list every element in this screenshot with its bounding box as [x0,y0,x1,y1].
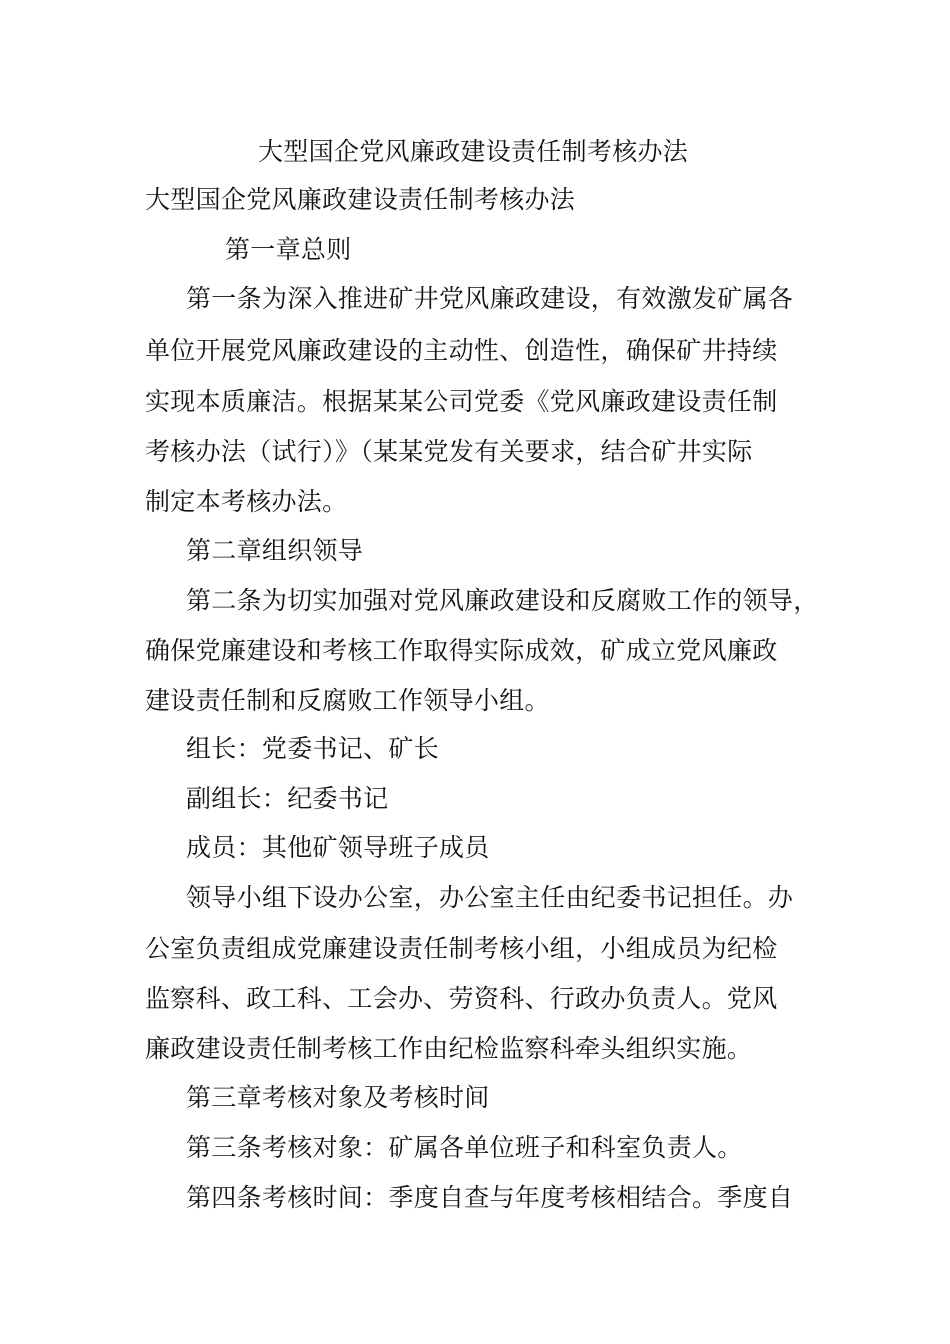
article-3: 第三条考核对象：矿属各单位班子和科室负责人。 [186,1133,743,1162]
article-2-line-1: 第二条为切实加强对党风廉政建设和反腐败工作的领导， [186,586,819,615]
office-line-3: 监察科、政工科、工会办、劳资科、行政办负责人。党风 [145,984,778,1013]
office-line-1: 领导小组下设办公室，办公室主任由纪委书记担任。办 [186,883,794,912]
article-4-start: 第四条考核时间：季度自查与年度考核相结合。季度自 [186,1183,794,1212]
leader-line: 组长：党委书记、矿长 [186,734,440,763]
article-1-line-5: 制定本考核办法。 [145,487,348,516]
article-1-line-3: 实现本质廉洁。根据某某公司党委《党风廉政建设责任制 [145,387,778,416]
article-1-line-1: 第一条为深入推进矿井党风廉政建设，有效激发矿属各 [186,284,794,313]
article-1-line-4: 考核办法（试行）》（某某党发有关要求，结合矿井实际 [145,437,753,466]
article-2-line-2: 确保党廉建设和考核工作取得实际成效，矿成立党风廉政 [145,636,778,665]
chapter-heading-1: 第一章总则 [225,235,352,264]
article-1-line-2: 单位开展党风廉政建设的主动性、创造性，确保矿井持续 [145,336,778,365]
members-line: 成员：其他矿领导班子成员 [186,833,490,862]
chapter-heading-3: 第三章考核对象及考核时间 [186,1083,490,1112]
article-2-line-3: 建设责任制和反腐败工作领导小组。 [145,686,550,715]
document-subtitle: 大型国企党风廉政建设责任制考核办法 [145,185,576,214]
chapter-heading-2: 第二章组织领导 [186,536,364,565]
deputy-leader-line: 副组长：纪委书记 [186,784,389,813]
office-line-4: 廉政建设责任制考核工作由纪检监察科牵头组织实施。 [145,1034,753,1063]
document-title: 大型国企党风廉政建设责任制考核办法 [258,137,689,166]
office-line-2: 公室负责组成党廉建设责任制考核小组，小组成员为纪检 [145,934,778,963]
